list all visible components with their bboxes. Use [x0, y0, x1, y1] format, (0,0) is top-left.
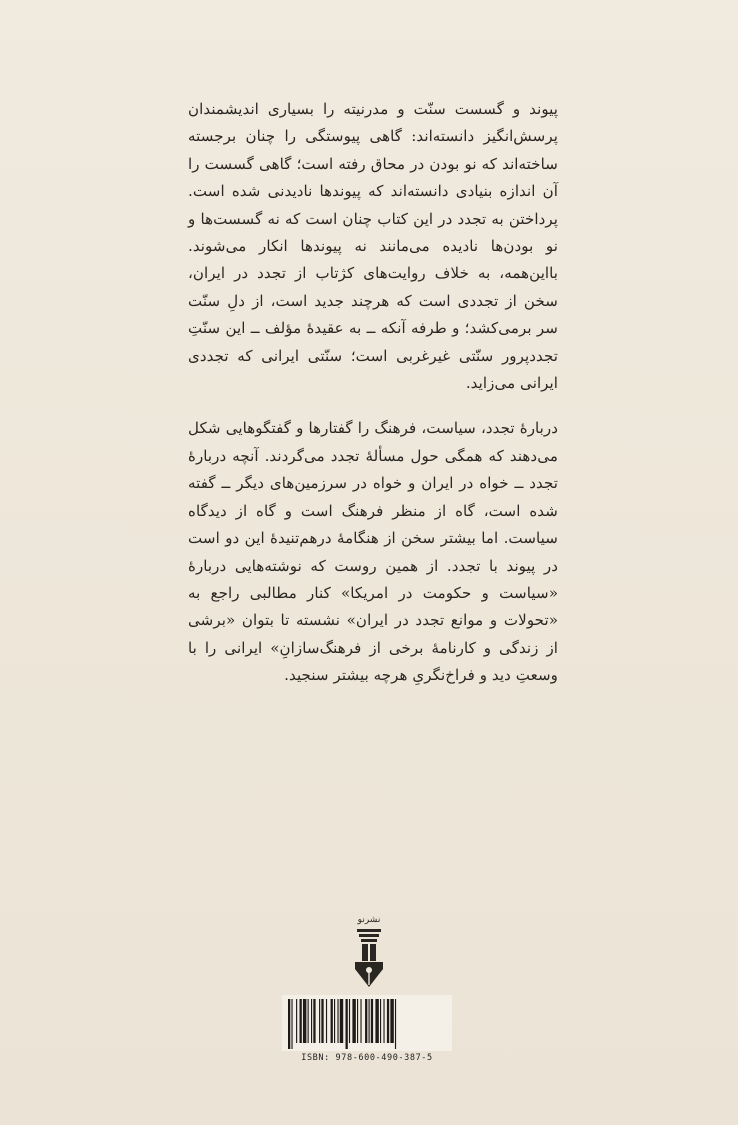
barcode-bar [383, 999, 384, 1043]
publisher-logo [349, 915, 389, 995]
barcode-bar [371, 999, 373, 1043]
blurb-text [188, 96, 558, 690]
barcode-bar [300, 999, 302, 1043]
barcode-bar [319, 999, 320, 1043]
blurb-paragraph-1: پیوند و گسست سنّت و مدرنیته را بسیاری اندیشمندان پرسش‌انگیز دانسته‌اند: گاهی پیوستگی را چنان برجسته ساخته‌اند که نو بودن در محاق رفته است؛ گاهی گسست را آن اندازه بنیادی دانسته‌اند که پیوندها نادیدنی شده است. پرداختن به تجدد در این کتاب چنان است که نه گسست‌ها و نو بودن‌ها نادیده می‌مانند نه پیوندها انکار می‌شوند. بااین‌همه، به خلاف روایت‌های کژتاب از تجدد در ایران، سخن از تجددی است که هرچند جدید است، از دلِ سنّت سر برمی‌کشد؛ و طرفه آنکه ــ به عقیدهٔ مؤلف ــ این سنّتِ تجددپرور سنّتی غیرغربی است؛ سنّتی ایرانی که تجددی ایرانی می‌زاید. [188, 100, 558, 393]
barcode [282, 995, 452, 1071]
barcode-bar [357, 999, 358, 1043]
barcode-bar [380, 999, 381, 1043]
barcode-bar [360, 999, 361, 1043]
barcode-bar [321, 999, 323, 1043]
barcode-bar [326, 999, 327, 1043]
barcode-bar [365, 999, 367, 1043]
barcode-bar [337, 999, 338, 1043]
barcode-bar [291, 999, 292, 1049]
barcode-bar [331, 999, 333, 1043]
publisher-name: نشرنو [357, 915, 381, 925]
barcode-bar [352, 999, 355, 1043]
pen-nib-logo-icon [349, 927, 389, 989]
barcode-bar [313, 999, 315, 1043]
barcode-bar [346, 999, 348, 1049]
barcode-bar [395, 999, 396, 1049]
barcode-bar [369, 999, 370, 1043]
barcode-icon [282, 995, 452, 1051]
barcode-bar [390, 999, 393, 1043]
barcode-bar [334, 999, 335, 1043]
barcode-bar [375, 999, 378, 1043]
barcode-bar [303, 999, 306, 1043]
barcode-bar [311, 999, 312, 1043]
isbn-text: ISBN: 978-600-490-387-5 [301, 1053, 433, 1063]
barcode-bar [308, 999, 309, 1043]
blurb-paragraph-2: دربارهٔ تجدد، سیاست، فرهنگ را گفتارها و گفتگوهایی شکل می‌دهند که همگی حول مسألهٔ تجدد می‌گردند. آنچه دربارهٔ تجدد ــ خواه در ایران و خواه در سرزمین‌های دیگر ــ گفته شده است، گاه از منظر فرهنگ است و گاه از دیدگاه سیاست. اما بیشتر سخن از هنگامهٔ درهم‌تنیدهٔ این دو است در پیوند با تجدد. از همین روست که نوشته‌هایی دربارهٔ «سیاست و حکومت در امریکا» کنار مطالبی راجع به «تحولات و موانع تجدد در ایران» نشسته تا بتوان «برشی از زندگی و کارنامهٔ برخی از فرهنگ‌سازانِ» ایرانی را با وسعتِ دید و فراخ‌نگریِ هرچه بیشتر سنجید. [188, 419, 558, 685]
barcode-bar [288, 999, 290, 1049]
barcode-bar [349, 999, 350, 1043]
barcode-bar [296, 999, 297, 1043]
barcode-bar [340, 999, 343, 1043]
barcode-bar [387, 999, 389, 1043]
